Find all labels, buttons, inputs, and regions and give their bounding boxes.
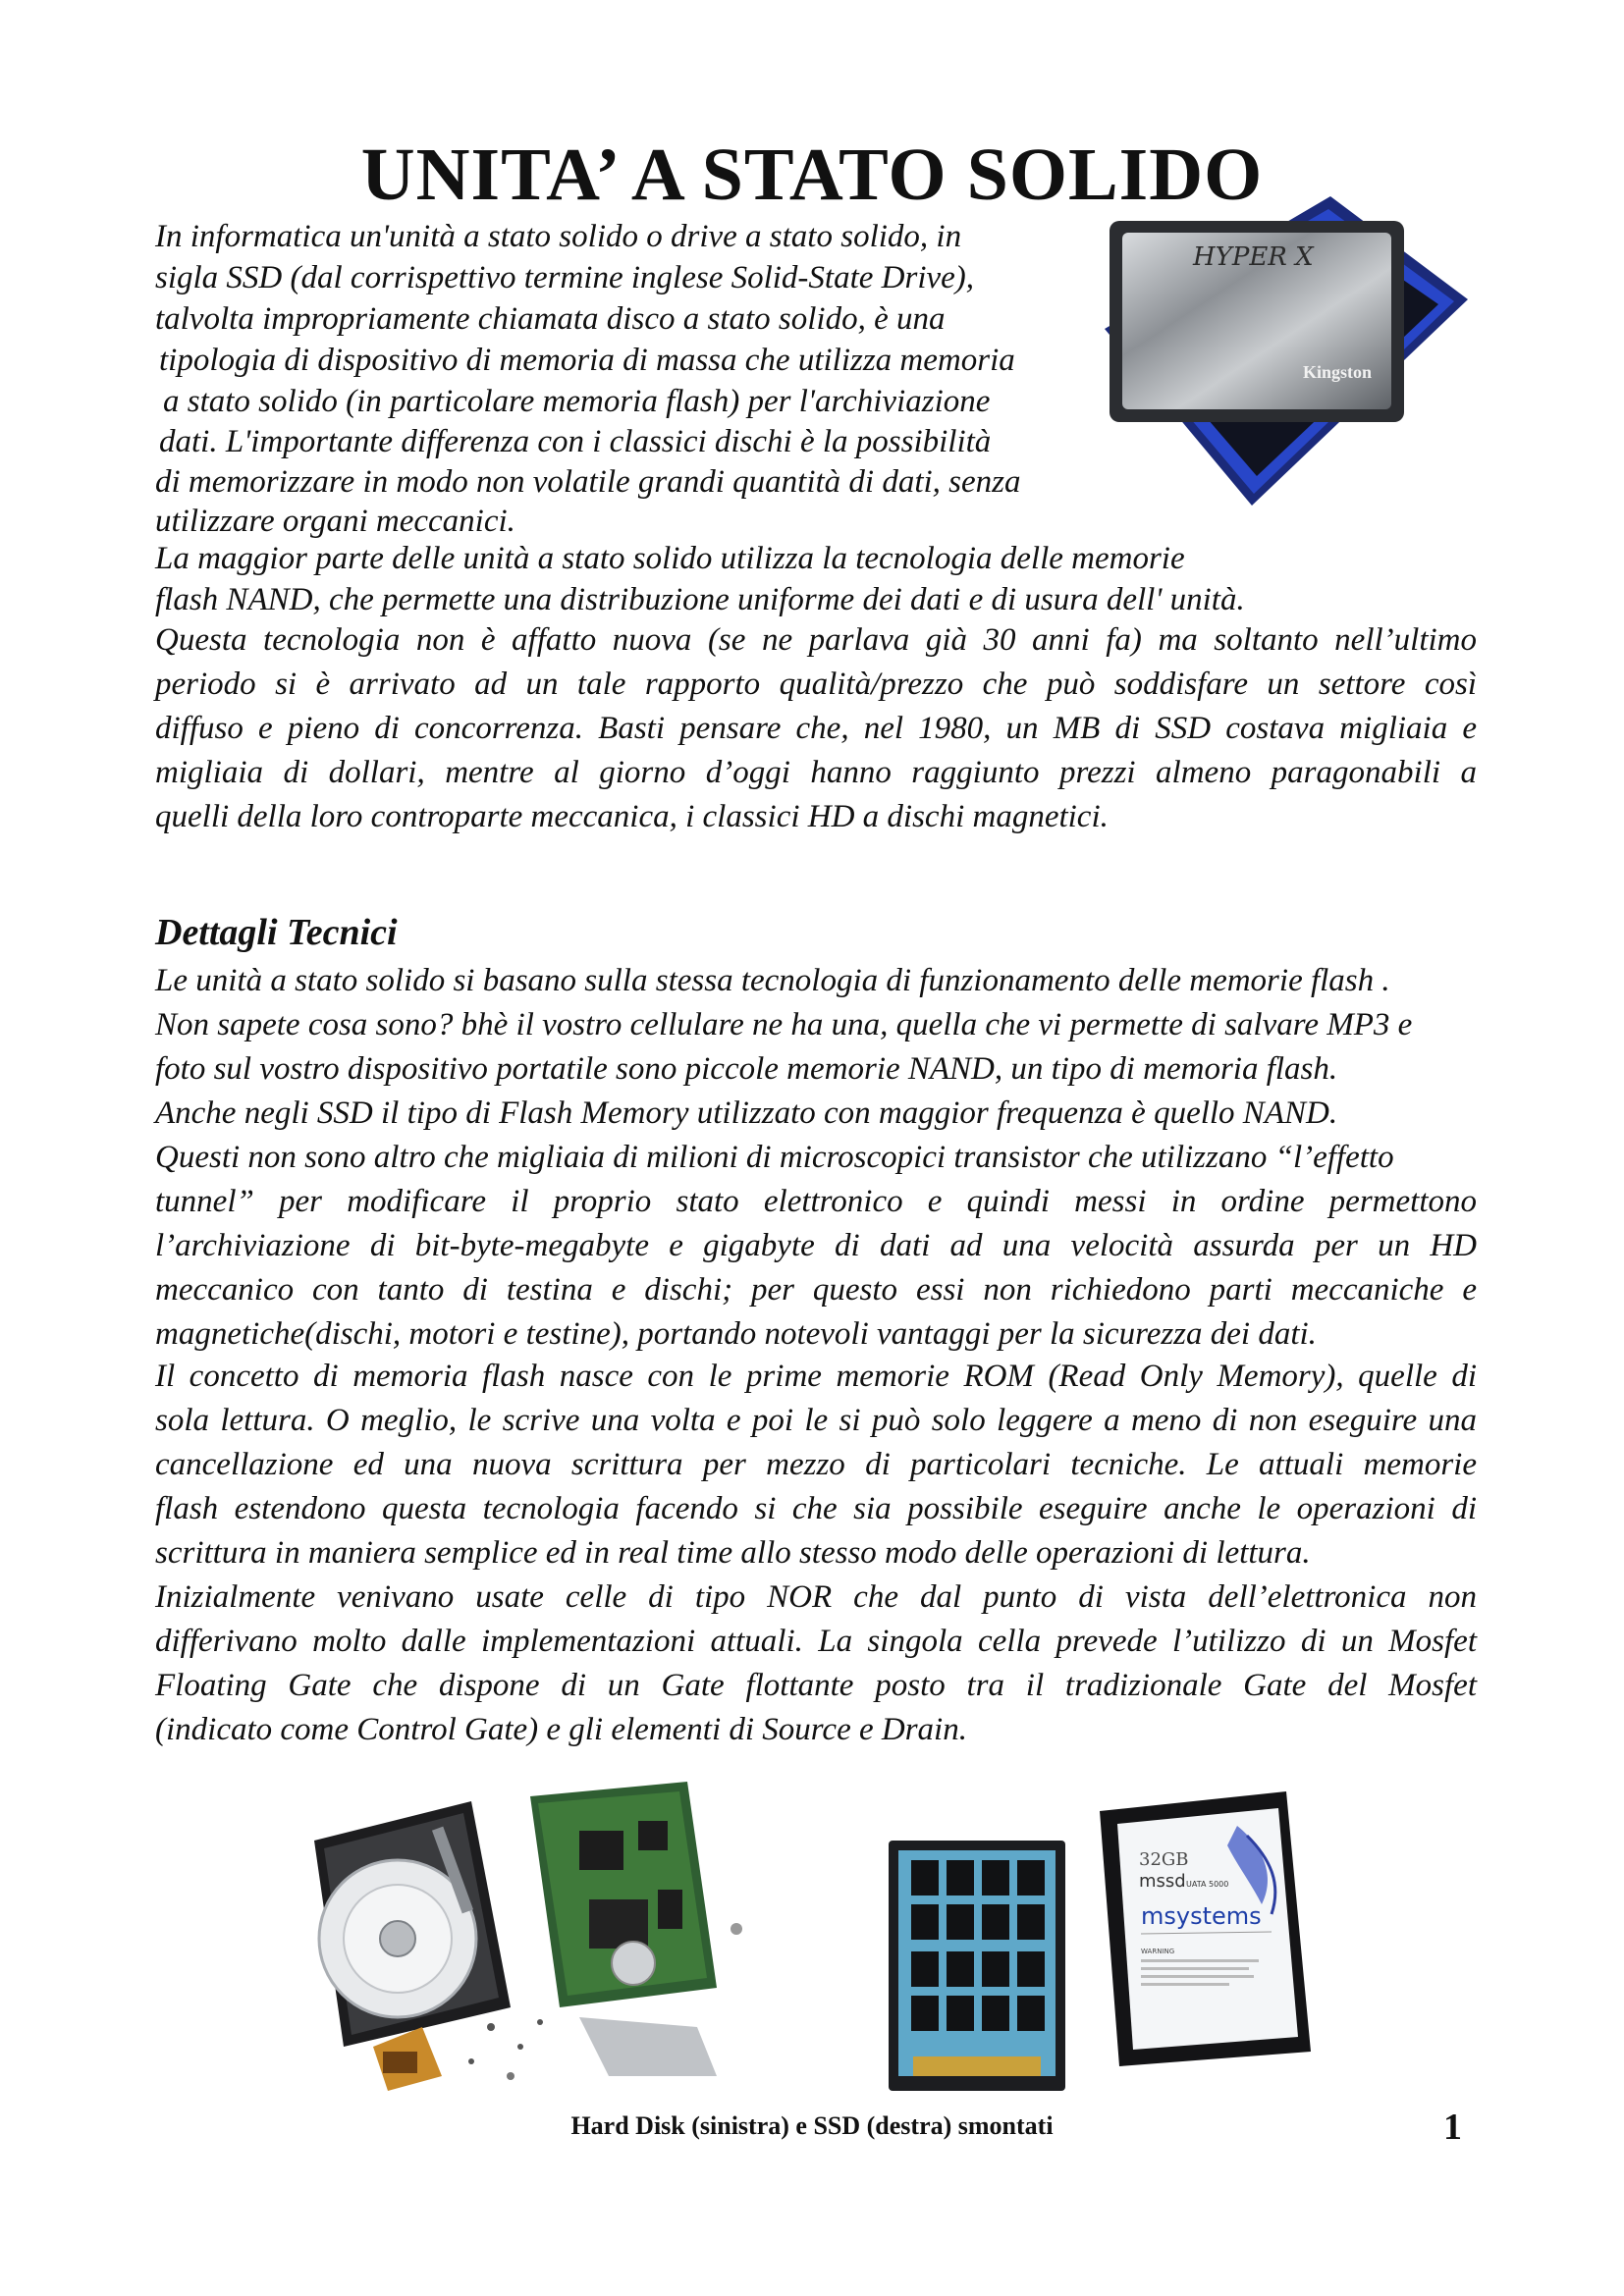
text-line: La maggior parte delle unità a stato solido utilizza la tecnologia delle memorie <box>155 541 1185 576</box>
text-line: meccanico con tanto di testina e dischi; per questo essi non richiedono parti meccaniche e <box>155 1272 1477 1308</box>
section-heading: Dettagli Tecnici <box>155 912 398 953</box>
text-line: di memorizzare in modo non volatile grandi quantità di dati, senza <box>155 464 1021 500</box>
text-line: tipologia di dispositivo di memoria di massa che utilizza memoria <box>159 343 1015 378</box>
figure-caption: Hard Disk (sinistra) e SSD (destra) smontati <box>570 2111 1054 2140</box>
text-line: Non sapete cosa sono? bhè il vostro cellulare ne ha una, quella che vi permette di salvare MP3 e <box>155 1007 1413 1042</box>
text-line: differivano molto dalle implementazioni attuali. La singola cella prevede l’utilizzo di un Mosfet <box>155 1624 1477 1659</box>
text-line: scrittura in maniera semplice ed in real time allo stesso modo delle operazioni di lettura. <box>155 1535 1311 1571</box>
text-line: flash NAND, che permette una distribuzione uniforme dei dati e di usura dell' unità. <box>155 582 1245 617</box>
interface-label: UATA 5000 <box>1186 1880 1229 1889</box>
text-line: cancellazione ed una nuova scrittura per mezzo di particolari tecniche. Le attuali memorie <box>155 1447 1477 1482</box>
page-number: 1 <box>1443 2107 1462 2148</box>
ssd-pcb-image <box>884 1836 1070 2101</box>
text-line: Inizialmente venivano usate celle di tipo NOR che dal punto di vista dell’elettronica non <box>155 1579 1477 1615</box>
text-line: In informatica un'unità a stato solido o drive a stato solido, in <box>155 219 962 254</box>
text-line: a stato solido (in particolare memoria flash) per l'archiviazione <box>163 384 991 419</box>
text-line: sigla SSD (dal corrispettivo termine inglese Solid-State Drive), <box>155 260 975 295</box>
hard-disk-disassembled-image <box>285 1782 795 2096</box>
text-line: Questa tecnologia non è affatto nuova (se ne parlava già 30 anni fa) ma soltanto nell’ultimo <box>155 622 1477 658</box>
text-line: sola lettura. O meglio, le scrive una volta e poi le si può solo leggere a meno di non eseguire una <box>155 1403 1477 1438</box>
text-line: magnetiche(dischi, motori e testine), portando notevoli vantaggi per la sicurezza dei dati. <box>155 1316 1317 1352</box>
text-line: diffuso e pieno di concorrenza. Basti pensare che, nel 1980, un MB di SSD costava migliaia e <box>155 711 1477 746</box>
text-line: Floating Gate che dispone di un Gate flottante posto tra il tradizionale Gate del Mosfet <box>155 1668 1477 1703</box>
svg-text:Kingston: Kingston <box>1303 362 1373 382</box>
text-line: (indicato come Control Gate) e gli elementi di Source e Drain. <box>155 1712 967 1747</box>
text-line: foto sul vostro dispositivo portatile sono piccole memorie NAND, un tipo di memoria flash. <box>155 1051 1338 1087</box>
capacity-label: 32GB <box>1139 1849 1189 1870</box>
text-line: quelli della loro controparte meccanica, i classici HD a dischi magnetici. <box>155 799 1109 834</box>
text-line: migliaia di dollari, mentre al giorno d’oggi hanno raggiunto prezzi almeno paragonabili a <box>155 755 1477 790</box>
text-line: tunnel” per modificare il proprio stato elettronico e quindi messi in ordine permettono <box>155 1184 1477 1219</box>
text-line: flash estendono questa tecnologia facendo si che sia possibile eseguire anche le operazioni di <box>155 1491 1477 1526</box>
text-line: periodo si è arrivato ad un tale rapporto qualità/prezzo che può soddisfare un settore così <box>155 667 1477 702</box>
svg-text:HYPER X: HYPER X <box>1193 242 1314 272</box>
page-title: UNITA’ A STATO SOLIDO <box>360 133 1264 216</box>
text-line: Il concetto di memoria flash nasce con le prime memorie ROM (Read Only Memory), quelle di <box>155 1359 1477 1394</box>
text-line: Questi non sono altro che migliaia di milioni di microscopici transistor che utilizzano “l’effetto <box>155 1140 1394 1175</box>
warning-label: WARNING <box>1141 1948 1175 1955</box>
brand-label: msystems <box>1141 1902 1262 1930</box>
text-line: talvolta impropriamente chiamata disco a stato solido, è una <box>155 301 946 337</box>
product-label: mssd <box>1139 1871 1186 1892</box>
hyperx-logo <box>1192 242 1315 272</box>
text-line: utilizzare organi meccanici. <box>155 504 515 539</box>
kingston-logo <box>1303 362 1372 382</box>
text-line: dati. L'importante differenza con i classici dischi è la possibilità <box>159 424 992 459</box>
text-line: l’archiviazione di bit-byte-megabyte e gigabyte di dati ad una velocità assurda per un HD <box>155 1228 1477 1263</box>
text-line: Le unità a stato solido si basano sulla stessa tecnologia di funzionamento delle memorie flash . <box>155 963 1390 998</box>
ssd-kingston-image <box>1075 182 1488 525</box>
text-line: Anche negli SSD il tipo di Flash Memory utilizzato con maggior frequenza è quello NAND. <box>155 1095 1338 1131</box>
ssd-msystems-image <box>1090 1787 1316 2071</box>
